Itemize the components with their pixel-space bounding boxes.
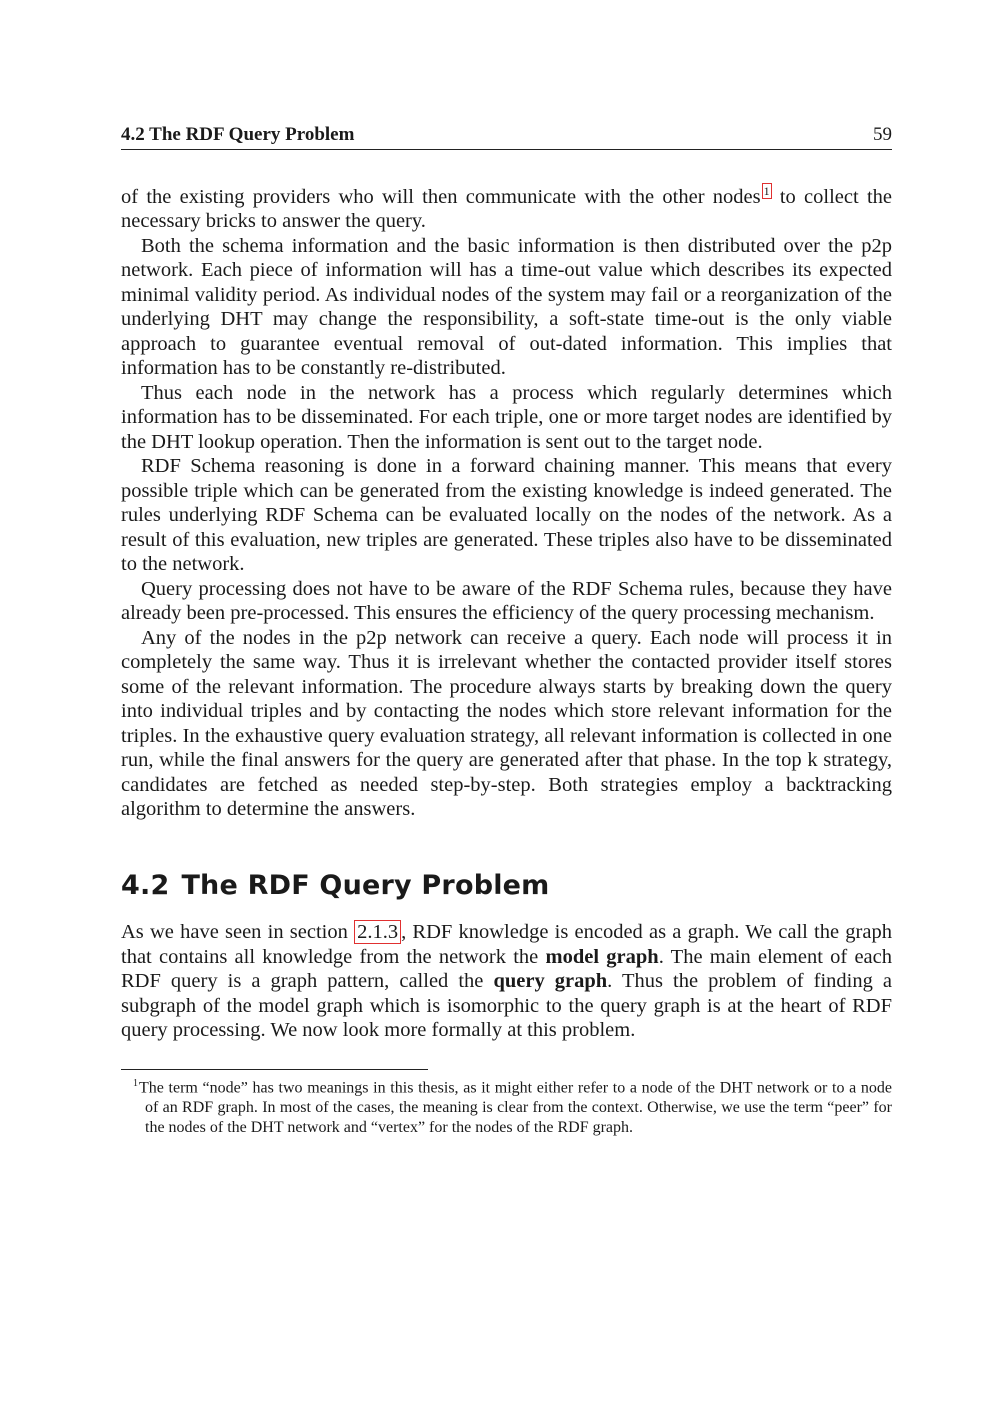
section-paragraph [121,920,892,1043]
section-text-a: As we have seen in section [121,921,355,944]
page-number: 59 [873,124,892,145]
running-header [121,124,892,150]
paragraph-5: Query processing does not have to be aware of the RDF Schema rules, because they have already been pre-processed. This ensures the efficiency of the query processing mechanism. [121,577,892,625]
section-number: 4.2 [121,869,170,901]
footnote-mark: 1 [133,1077,138,1089]
paragraph-1-text-b: to collect the necessary bricks to answer the query. [121,185,892,233]
query-graph-term: query graph [493,970,608,993]
section-text-c: . The main element of each RDF query is a graph pattern, called the [121,945,892,993]
paragraph-3: Thus each node in the network has a process which regularly determines which information has to be disseminated. For each triple, one or more target nodes are identified by the DHT lookup operation. Then the information is sent out to the target node. [121,381,892,453]
paragraph-1 [121,183,892,234]
body-text [121,183,892,1043]
section-text-d: . Thus the problem of finding a subgraph of the model graph which is isomorphic to the query graph is at the heart of RDF query processing. We now look more formally at this problem. [121,970,892,1042]
section-text-b: , RDF knowledge is encoded as a graph. We call the graph that contains all knowledge from the network the [121,921,892,968]
footnote [121,1074,892,1138]
section-heading [121,869,892,901]
footnote-text: The term “node” has two meanings in this thesis, as it might either refer to a node of the DHT network or to a node of an RDF graph. In most of the cases, the meaning is clear from the context. Otherwise, we use the term “peer” for the nodes of the DHT network and “vertex” for the nodes of the RDF graph. [139,1079,892,1137]
section-ref-link[interactable]: 2.1.3 [354,920,401,944]
footnote-divider [121,1069,428,1070]
section-title: The RDF Query Problem [181,869,550,901]
paragraph-6: Any of the nodes in the p2p network can receive a query. Each node will process it in completely the same way. Thus it is irrelevant whether the contacted provider itself stores some of the relevant information. The procedure always starts by breaking down the query into individual triples and by contacting the nodes which store relevant information for the triples. In the exhaustive query evaluation strategy, all relevant information is collected in one run, while the final answers for the query are generated after that phase. In the top k strategy, candidates are fetched as needed step-by-step. Both strategies employ a backtracking algorithm to determine the answers. [121,626,892,821]
running-title: 4.2 The RDF Query Problem [121,124,355,145]
footnote-link[interactable]: 1 [763,184,770,198]
paragraph-4: RDF Schema reasoning is done in a forward chaining manner. This means that every possible triple which can be generated from the existing knowledge is indeed generated. The rules underlying RDF Schema can be evaluated locally on the nodes of the network. As a result of this evaluation, new triples are generated. These triples also have to be disseminated to the network. [121,455,892,576]
page-content [121,124,892,1138]
paragraph-2: Both the schema information and the basic information is then distributed over the p2p network. Each piece of information will has a time-out value which describes its expected minimal validity period. As individual nodes of the system may fail or a reorganization of the underlying DHT may change the responsibility, a soft-state time-out is the only viable approach to guarantee eventual removal of out-dated information. This implies that information has to be constantly re-distributed. [121,234,892,380]
paragraph-1-text-a: of the existing providers who will then communicate with the other nodes [121,185,761,208]
model-graph-term: model graph [545,945,659,968]
